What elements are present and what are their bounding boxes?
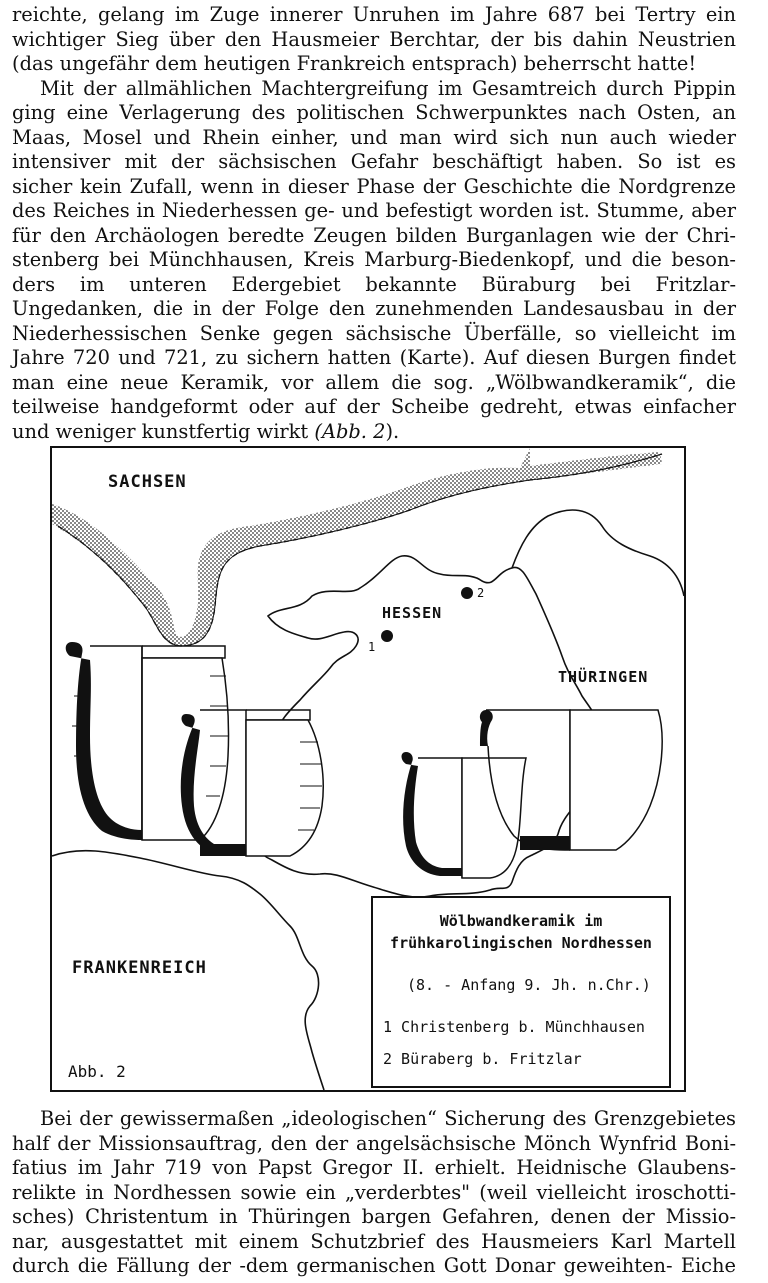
text-line: sches) Christentum in Thüringen bargen Gefahren, denen der Missio- (12, 1205, 736, 1228)
text-line: des Reiches in Niederhessen ge- und befestigt worden ist. Stumme, aber (12, 199, 736, 222)
label-hessen: HESSEN (382, 604, 443, 622)
legend-box (371, 896, 671, 1088)
site-marker-1 (381, 630, 393, 642)
text-line: half der Missionsauftrag, den der angelsächsische Mönch Wynfrid Boni- (12, 1131, 736, 1155)
figure-reference: (Abb. 2 (314, 419, 386, 443)
text-line: Jahre 720 und 721, zu sichern hatten (Karte). Auf diesen Burgen findet (12, 346, 736, 369)
text-line: Maas, Mosel und Rhein einher, und man wird sich nun auch wieder (12, 125, 736, 149)
text-line: für den Archäologen beredte Zeugen bilden Burganlagen wie der Chri- (12, 223, 736, 247)
label-frankenreich: FRANKENREICH (72, 958, 207, 978)
site-marker-2 (461, 587, 473, 599)
legend-title-line-2: frühkarolingischen Nordhessen (390, 934, 652, 952)
text-fragment: und weniger kunstfertig wirkt (12, 419, 315, 443)
text-line: (das ungefähr dem heutigen Frankreich entsprach) beherrscht hatte! (12, 52, 697, 75)
text-line: stenberg bei Münchhausen, Kreis Marburg-Biedenkopf, und die beson- (12, 248, 736, 271)
legend-date: (8. - Anfang 9. Jh. n.Chr.) (407, 976, 651, 994)
text-line: reichte, gelang im Zuge innerer Unruhen im Jahre 687 bei Tertry ein (12, 3, 736, 26)
label-thueringen: THÜRINGEN (558, 668, 649, 686)
paragraph-3 (12, 1107, 736, 1279)
text-line: ging eine Verlagerung des politischen Schwerpunktes nach Osten, an (12, 101, 736, 124)
text-line: Niederhessischen Senke gegen sächsische Überfälle, so vielleicht im (12, 321, 736, 345)
paragraph-2 (12, 77, 736, 445)
site-label-1: 1 (368, 640, 377, 654)
figure-map (50, 446, 686, 1092)
text-line (12, 420, 736, 445)
text-line: man eine neue Keramik, vor allem die sog. „Wölbwandkeramik“, die (12, 370, 736, 394)
text-line: wichtiger Sieg über den Hausmeier Berchtar, der bis dahin Neustrien (12, 27, 736, 51)
text-line: teilweise handgeformt oder auf der Scheibe gedreht, etwas einfacher (12, 395, 736, 418)
text-line: fatius im Jahr 719 von Papst Gregor II. erhielt. Heidnische Glaubens- (12, 1156, 736, 1179)
text-line: relikte in Nordhessen sowie ein „verderbtes" (weil vielleicht iroschotti- (12, 1180, 736, 1204)
legend-item-2: 2 Büraberg b. Fritzlar (383, 1050, 582, 1068)
text-line: durch die Fällung der -dem germanischen Gott Donar geweihten- Eiche (12, 1254, 736, 1277)
site-label-2: 2 (477, 586, 486, 600)
legend-title-line-1: Wölbwandkeramik im (439, 912, 603, 930)
text-fragment: ). (385, 419, 400, 443)
legend-item-1: 1 Christenberg b. Münchhausen (383, 1018, 645, 1036)
text-line: Ungedanken, die in der Folge den zunehmenden Landesausbau in der (12, 297, 736, 320)
text-line: nar, ausgestattet mit einem Schutzbrief des Hausmeiers Karl Martell (12, 1229, 736, 1253)
label-sachsen: SACHSEN (108, 472, 187, 492)
text-line: Bei der gewissermaßen „ideologischen“ Sicherung des Grenzgebietes (40, 1107, 736, 1130)
body-text-top (12, 3, 736, 444)
text-line: ders im unteren Edergebiet bekannte Büraburg bei Fritzlar- (12, 272, 736, 296)
paragraph-1 (12, 3, 736, 77)
figure-label: Abb. 2 (68, 1062, 126, 1081)
text-line: sicher kein Zufall, wenn in dieser Phase der Geschichte die Nordgrenze (12, 174, 736, 198)
text-line: Mit der allmählichen Machtergreifung im Gesamtreich durch Pippin (40, 76, 736, 100)
text-line: intensiver mit der sächsischen Gefahr beschäftigt haben. So ist es (12, 150, 736, 173)
body-text-bottom (12, 1107, 736, 1279)
